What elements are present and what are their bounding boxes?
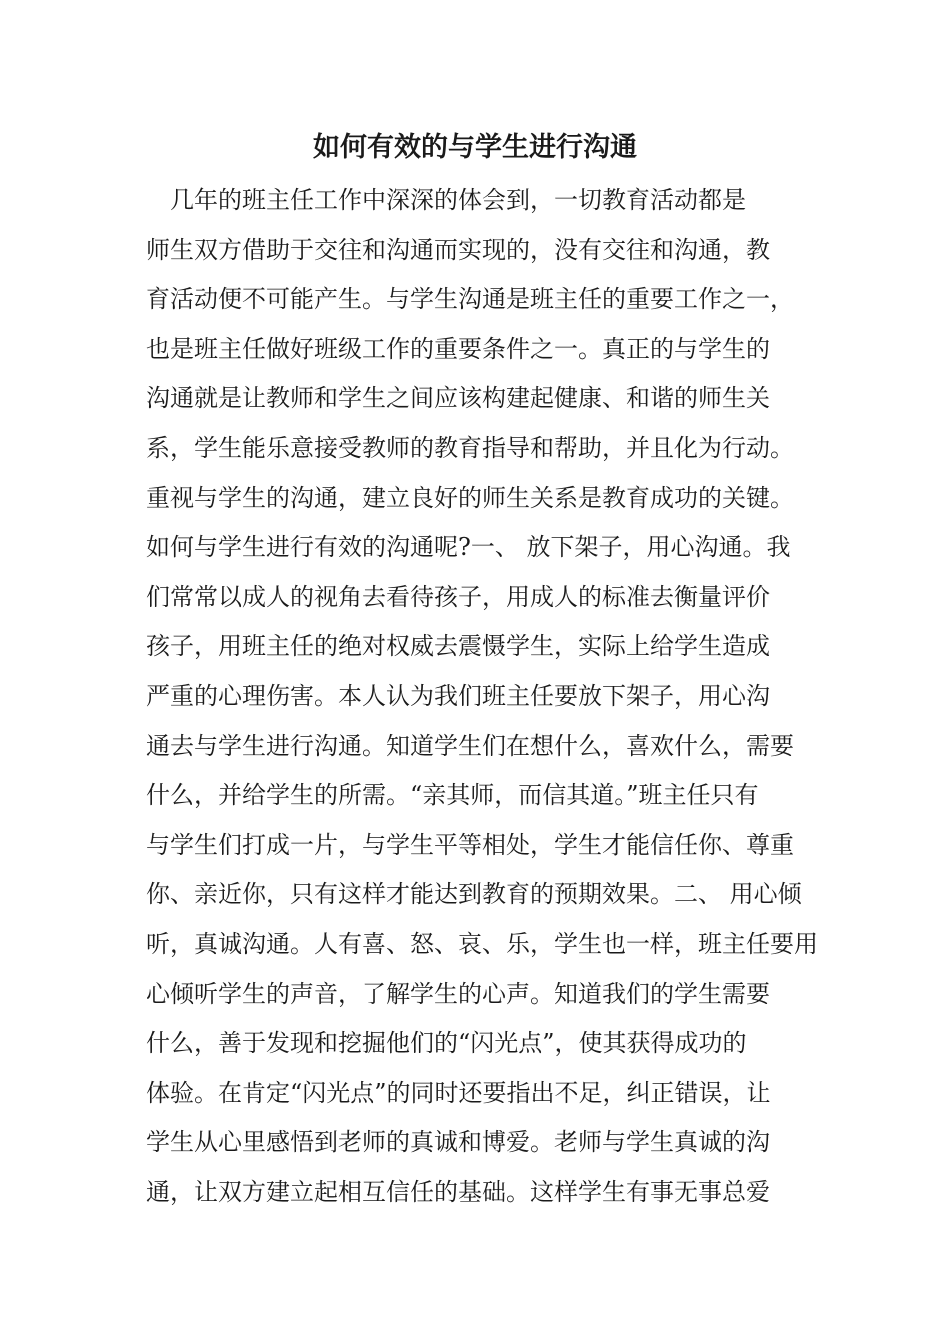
body-line: 体验。在肯定“闪光点”的同时还要指出不足，纠正错误，让 xyxy=(146,1078,771,1107)
body-line: 育活动便不可能产生。与学生沟通是班主任的重要工作之一， xyxy=(146,285,794,314)
body-line: 什么，并给学生的所需。“亲其师，而信其道。”班主任只有 xyxy=(146,781,759,810)
body-line: 什么，善于发现和挖掘他们的“闪光点”，使其获得成功的 xyxy=(146,1029,747,1058)
body-line: 你、亲近你，只有这样才能达到教育的预期效果。二、 用心倾 xyxy=(146,880,802,909)
body-line: 与学生们打成一片，与学生平等相处，学生才能信任你、尊重 xyxy=(146,830,794,859)
body-line: 师生双方借助于交往和沟通而实现的，没有交往和沟通，教 xyxy=(146,235,770,264)
body-line: 系，学生能乐意接受教师的教育指导和帮助，并且化为行动。 xyxy=(146,433,794,462)
body-line: 心倾听学生的声音，了解学生的心声。知道我们的学生需要 xyxy=(146,979,770,1008)
body-line: 沟通就是让教师和学生之间应该构建起健康、和谐的师生关 xyxy=(146,384,770,413)
body-line: 学生从心里感悟到老师的真诚和博爱。老师与学生真诚的沟 xyxy=(146,1128,770,1157)
body-line: 听，真诚沟通。人有喜、怒、哀、乐，学生也一样，班主任要用 xyxy=(146,929,818,958)
document-title: 如何有效的与学生进行沟通 xyxy=(313,132,637,163)
body-line: 严重的心理伤害。本人认为我们班主任要放下架子，用心沟 xyxy=(146,681,770,710)
body-line: 重视与学生的沟通，建立良好的师生关系是教育成功的关键。 xyxy=(146,483,794,512)
body-line: 孩子，用班主任的绝对权威去震慑学生，实际上给学生造成 xyxy=(146,632,770,661)
body-line: 们常常以成人的视角去看待孩子，用成人的标准去衡量评价 xyxy=(146,582,770,611)
body-line: 如何与学生进行有效的沟通呢?一、 放下架子，用心沟通。我 xyxy=(146,533,791,562)
document-body xyxy=(146,180,826,1221)
body-line: 通去与学生进行沟通。知道学生们在想什么，喜欢什么，需要 xyxy=(146,731,794,760)
body-line: 通，让双方建立起相互信任的基础。这样学生有事无事总爱 xyxy=(146,1177,770,1206)
body-line: 也是班主任做好班级工作的重要条件之一。真正的与学生的 xyxy=(146,334,770,363)
body-line: 几年的班主任工作中深深的体会到，一切教育活动都是 xyxy=(146,186,746,214)
